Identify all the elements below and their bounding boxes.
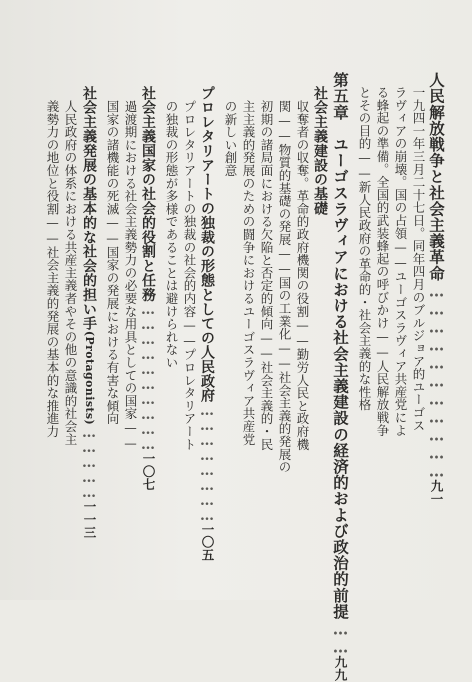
toc-description-line: とその目的——新人民政府の革命的・社会主義的な性格	[357, 86, 372, 411]
toc-description-line: 国家の諸機能の死滅——国家の発展における有害な傾向	[105, 100, 120, 425]
toc-leader: ……………………	[199, 402, 215, 523]
toc-heading-latin: (Protagonists)	[83, 330, 96, 426]
toc-description-line: 初期の諸局面における欠陥と否定的傾向——社会主義的・民	[259, 100, 274, 451]
toc-heading: 人民解放戦争と社会主義革命……………………………九一	[427, 72, 446, 506]
toc-description-line: 一九四一年三月二十七日。同年四月のブルジョア的ユーゴス	[411, 86, 426, 432]
toc-description-line: 人民政府の体系における共産主義者やその他の意識的社会主	[63, 100, 78, 446]
toc-page-number: 一〇五	[200, 522, 215, 562]
toc-leader: ……	[331, 619, 350, 656]
toc-heading: プロレタリアートの独裁の形態としての人民政府……………………一〇五	[199, 86, 215, 562]
toc-page-number: 九九	[333, 655, 348, 682]
toc-leader: ……………	[81, 425, 97, 501]
toc-description-line: 関——物質的基礎の発展——国の工業化——社会主義的発展の	[277, 100, 292, 474]
chapter-title: 第五章 ユーゴスラヴィアにおける社会主義建設の経済的および政治的前提……九九	[331, 72, 350, 682]
toc-description-line: の新しい創意	[223, 100, 238, 177]
toc-description-line: プロレタリアートの独裁の社会的内容——プロレタリアート	[182, 100, 197, 451]
toc-heading: 社会主義発展の基本的な社会的担い手(Protagonists)……………一一三	[81, 86, 97, 539]
toc-leader: …………………………	[140, 302, 156, 452]
toc-heading: 社会主義建設の基礎	[312, 86, 328, 216]
toc-description-line: 義勢力の地位と役割——社会主義的発展の基本的な推進力	[45, 100, 60, 438]
toc-leader: ……………………………	[427, 281, 446, 480]
toc-description-line: る蜂起の準備。全国的武装蜂起の呼びかけ——人民解放戦争	[375, 86, 390, 437]
toc-description-line: ラヴィアの崩壊。国の占領——ユーゴスラヴィア共産党によ	[393, 86, 408, 437]
toc-description-line: 過渡期における社会主義勢力の必要な用具としての国家——	[123, 100, 138, 451]
toc-description-line: 主主義的発展のための闘争におけるユーゴスラヴィア共産党	[241, 100, 256, 446]
toc-page-number: 一〇七	[141, 452, 156, 491]
toc-page-number: 九一	[429, 479, 444, 506]
toc-page-number: 一一三	[82, 500, 97, 539]
toc-heading: 社会主義国家の社会的役割と任務…………………………一〇七	[140, 86, 156, 491]
toc-description-line: 収奪者の収奪。革命的政府機関の役割——勤労人民と政府機	[295, 100, 310, 451]
toc-description-line: の独裁の形態が多様であることは避けられない	[164, 100, 179, 369]
